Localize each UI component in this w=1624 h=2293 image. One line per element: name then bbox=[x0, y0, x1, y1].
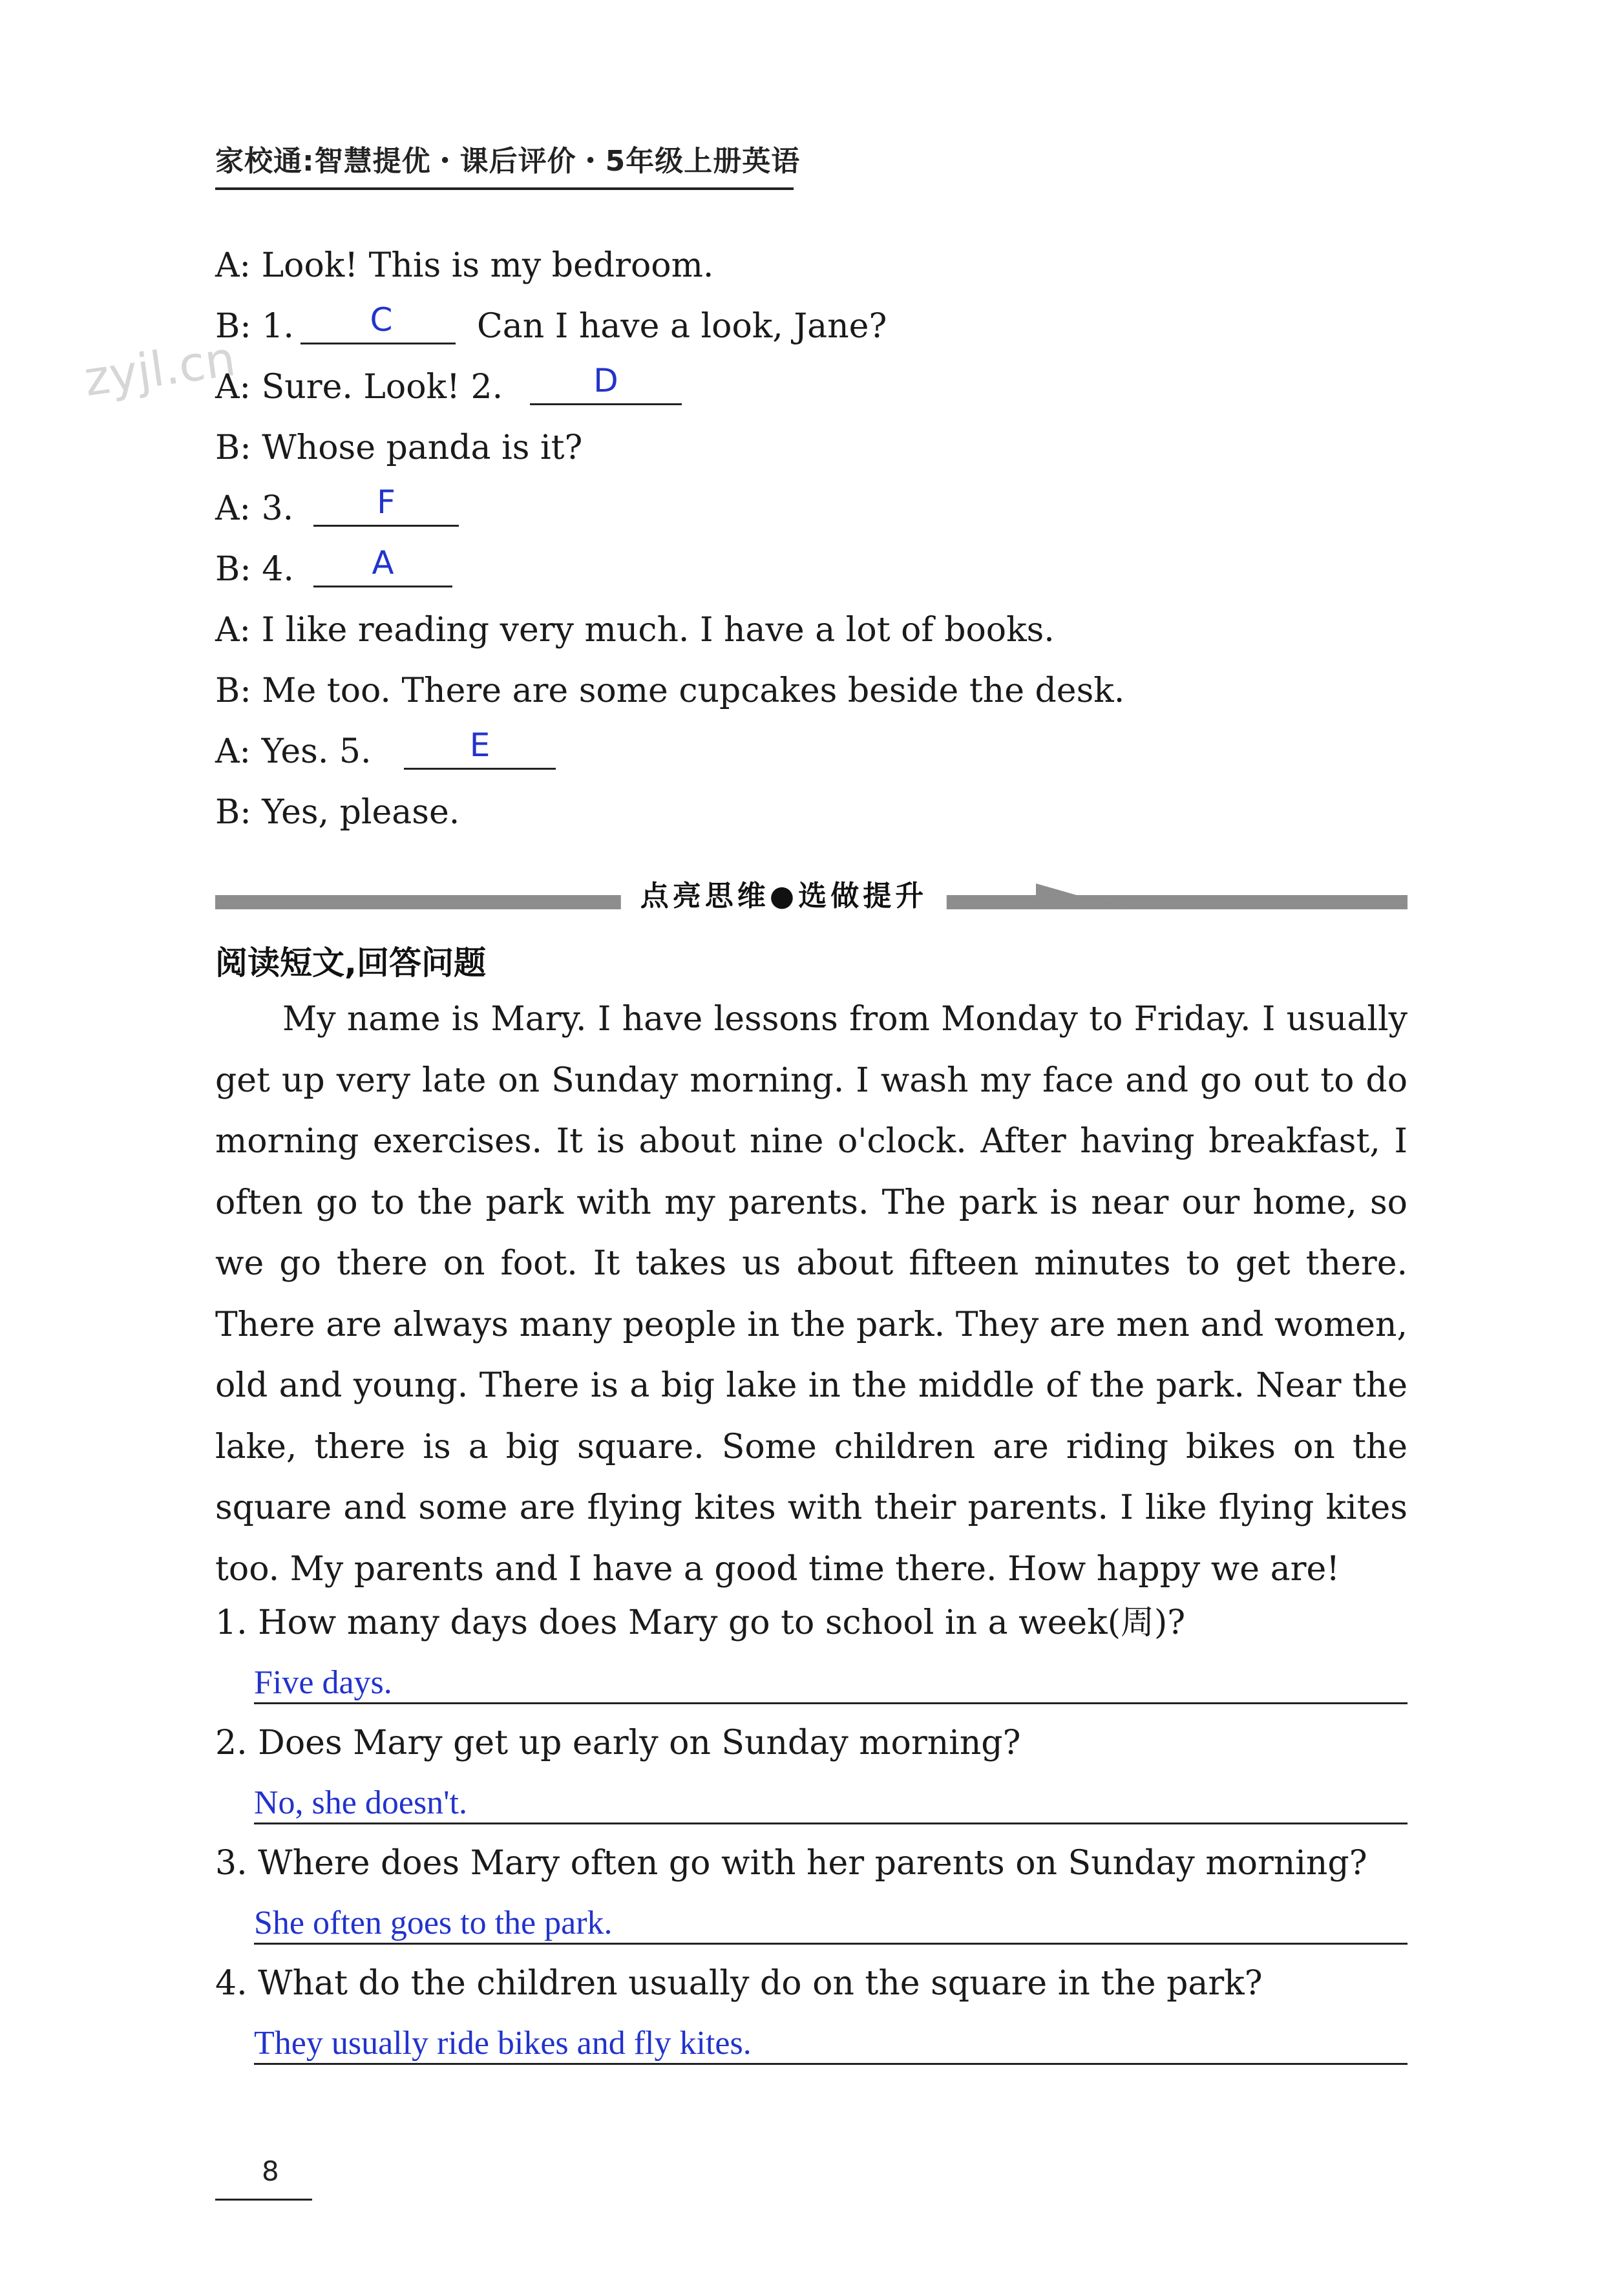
answer-blank-1[interactable]: C bbox=[370, 301, 393, 339]
header-rule bbox=[215, 187, 794, 190]
question-3-answer-line bbox=[254, 1943, 1408, 1945]
dialogue-suffix: Can I have a look, Jane? bbox=[476, 307, 887, 346]
answer-blank-3[interactable]: F bbox=[377, 483, 395, 521]
dialogue-prefix: B: 1. bbox=[215, 307, 294, 346]
answer-blank-5[interactable]: E bbox=[469, 726, 490, 764]
question-3-answer[interactable]: She often goes to the park. bbox=[254, 1905, 613, 1941]
dialogue-line-4: B: Whose panda is it? bbox=[215, 428, 583, 467]
question-4-answer[interactable]: They usually ride bikes and fly kites. bbox=[254, 2025, 752, 2062]
question-4: 4. What do the children usually do on the square in the park? bbox=[215, 1964, 1263, 2003]
dialogue-line-5: A: 3. bbox=[215, 489, 294, 528]
header-title: 家校通:智慧提优・课后评价・5年级上册英语 bbox=[215, 145, 801, 178]
answer-line-1 bbox=[301, 343, 456, 344]
banner-title: 点亮思维●选做提升 bbox=[621, 878, 947, 914]
answer-blank-2[interactable]: D bbox=[593, 362, 618, 399]
question-3: 3. Where does Mary often go with her parents on Sunday morning? bbox=[215, 1844, 1367, 1883]
answer-line-5 bbox=[404, 768, 556, 770]
banner-right-triangle-icon bbox=[1036, 883, 1126, 912]
question-2-answer[interactable]: No, she doesn't. bbox=[254, 1784, 468, 1821]
dialogue-line-6: B: 4. bbox=[215, 550, 294, 589]
question-1-answer[interactable]: Five days. bbox=[254, 1664, 392, 1701]
page-number: 8 bbox=[262, 2155, 279, 2187]
dialogue-line-1: A: Look! This is my bedroom. bbox=[215, 246, 714, 285]
watermark: zyjl.cn bbox=[81, 331, 239, 408]
question-2: 2. Does Mary get up early on Sunday morning? bbox=[215, 1724, 1021, 1762]
reading-passage: My name is Mary. I have lessons from Monday to Friday. I usually get up very late on Sunday morning. I wash my face and go out to do morning exercises. It is about nine o'clock. After having breakfast, I often go to the park with my parents. The park is near our home, so we go there on foot. It takes us about fifteen minutes to get there. There are always many people in the park. They are men and women, old and young. There is a big lake in the middle of the park. Near the lake, there is a big square. Some children are riding bikes on the square and some are flying kites with their parents. I like flying kites too. My parents and I have a good time there. How happy we are! bbox=[215, 1000, 1408, 1589]
question-1-answer-line bbox=[254, 1702, 1408, 1704]
dialogue-line-3: A: Sure. Look! 2. bbox=[215, 368, 503, 407]
dialogue-line-9: A: Yes. 5. bbox=[215, 732, 372, 771]
answer-line-4 bbox=[313, 586, 452, 587]
dialogue-line-10: B: Yes, please. bbox=[215, 793, 460, 832]
question-2-answer-line bbox=[254, 1823, 1408, 1824]
question-4-answer-line bbox=[254, 2063, 1408, 2065]
question-1: 1. How many days does Mary go to school in a week(周)? bbox=[215, 1603, 1186, 1642]
reading-heading: 阅读短文,回答问题 bbox=[215, 944, 486, 982]
dialogue-line-8: B: Me too. There are some cupcakes beside the desk. bbox=[215, 671, 1125, 710]
answer-blank-4[interactable]: A bbox=[372, 544, 394, 582]
answer-line-3 bbox=[313, 525, 459, 527]
page-number-rule bbox=[215, 2199, 312, 2201]
section-banner bbox=[215, 882, 1408, 914]
answer-line-2 bbox=[530, 403, 682, 405]
dialogue-line-7: A: I like reading very much. I have a lot of books. bbox=[215, 611, 1055, 650]
